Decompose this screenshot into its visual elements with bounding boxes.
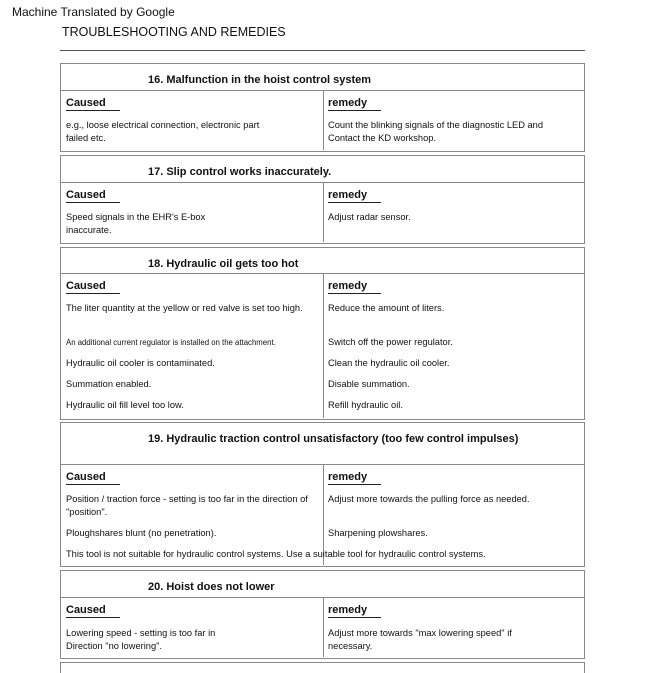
remedy-column-header: remedy [328,280,381,294]
next-section-box [60,662,585,673]
page-title: TROUBLESHOOTING AND REMEDIES [62,25,286,39]
cause-text: Position / traction force - setting is too far in the direction of "position". [66,494,308,517]
section-body [61,465,584,565]
cause-column-header: Caused [66,97,120,111]
cause-text: Summation enabled. [66,379,152,389]
column-divider [323,274,324,418]
remedy-text: Count the blinking signals of the diagnostic LED and Contact the KD workshop. [328,120,543,143]
cause-text: Ploughshares blunt (no penetration). [66,528,217,538]
section-body [61,598,584,657]
cause-text: An additional current regulator is installed on the attachment. [66,338,276,347]
column-divider [323,183,324,242]
cause-text: Speed signals in the EHR's E-box inaccurate. [66,212,206,235]
column-divider [323,598,324,657]
section-heading: 19. Hydraulic traction control unsatisfactory (too few control impulses) [61,423,584,465]
section-heading: 18. Hydraulic oil gets too hot [61,248,584,274]
remedy-text: Adjust radar sensor. [328,212,411,222]
section-20 [60,570,585,659]
section-heading: 16. Malfunction in the hoist control system [61,64,584,91]
cause-text: Hydraulic oil fill level too low. [66,400,184,410]
cause-text: The liter quantity at the yellow or red valve is set too high. [66,303,303,313]
section-16 [60,63,585,152]
remedy-column-header: remedy [328,97,381,111]
cause-text: Lowering speed - setting is too far in Direction "no lowering". [66,628,216,651]
section-17 [60,155,585,244]
cause-text: e.g., loose electrical connection, electronic part failed etc. [66,120,260,143]
full-width-note: This tool is not suitable for hydraulic control systems. Use a suitable tool for hydraulic control systems. [66,549,486,559]
title-divider [60,50,585,51]
section-body [61,91,584,150]
section-18 [60,247,585,420]
section-19 [60,422,585,567]
cause-column-header: Caused [66,604,120,618]
remedy-text: Adjust more towards the pulling force as needed. [328,494,530,504]
remedy-text: Reduce the amount of liters. [328,303,445,313]
section-heading: 17. Slip control works inaccurately. [61,156,584,183]
remedy-text: Sharpening plowshares. [328,528,428,538]
cause-text: Hydraulic oil cooler is contaminated. [66,358,215,368]
cause-column-header: Caused [66,280,120,294]
section-heading: 20. Hoist does not lower [61,571,584,598]
machine-translation-notice: Machine Translated by Google [12,5,175,19]
remedy-text: Disable summation. [328,379,410,389]
cause-column-header: Caused [66,189,120,203]
remedy-column-header: remedy [328,189,381,203]
remedy-text: Switch off the power regulator. [328,337,453,347]
column-divider [323,91,324,150]
remedy-column-header: remedy [328,471,381,485]
section-body [61,274,584,418]
remedy-text: Adjust more towards "max lowering speed" if necessary. [328,628,512,651]
cause-column-header: Caused [66,471,120,485]
remedy-text: Refill hydraulic oil. [328,400,403,410]
remedy-column-header: remedy [328,604,381,618]
remedy-text: Clean the hydraulic oil cooler. [328,358,450,368]
section-body [61,183,584,242]
